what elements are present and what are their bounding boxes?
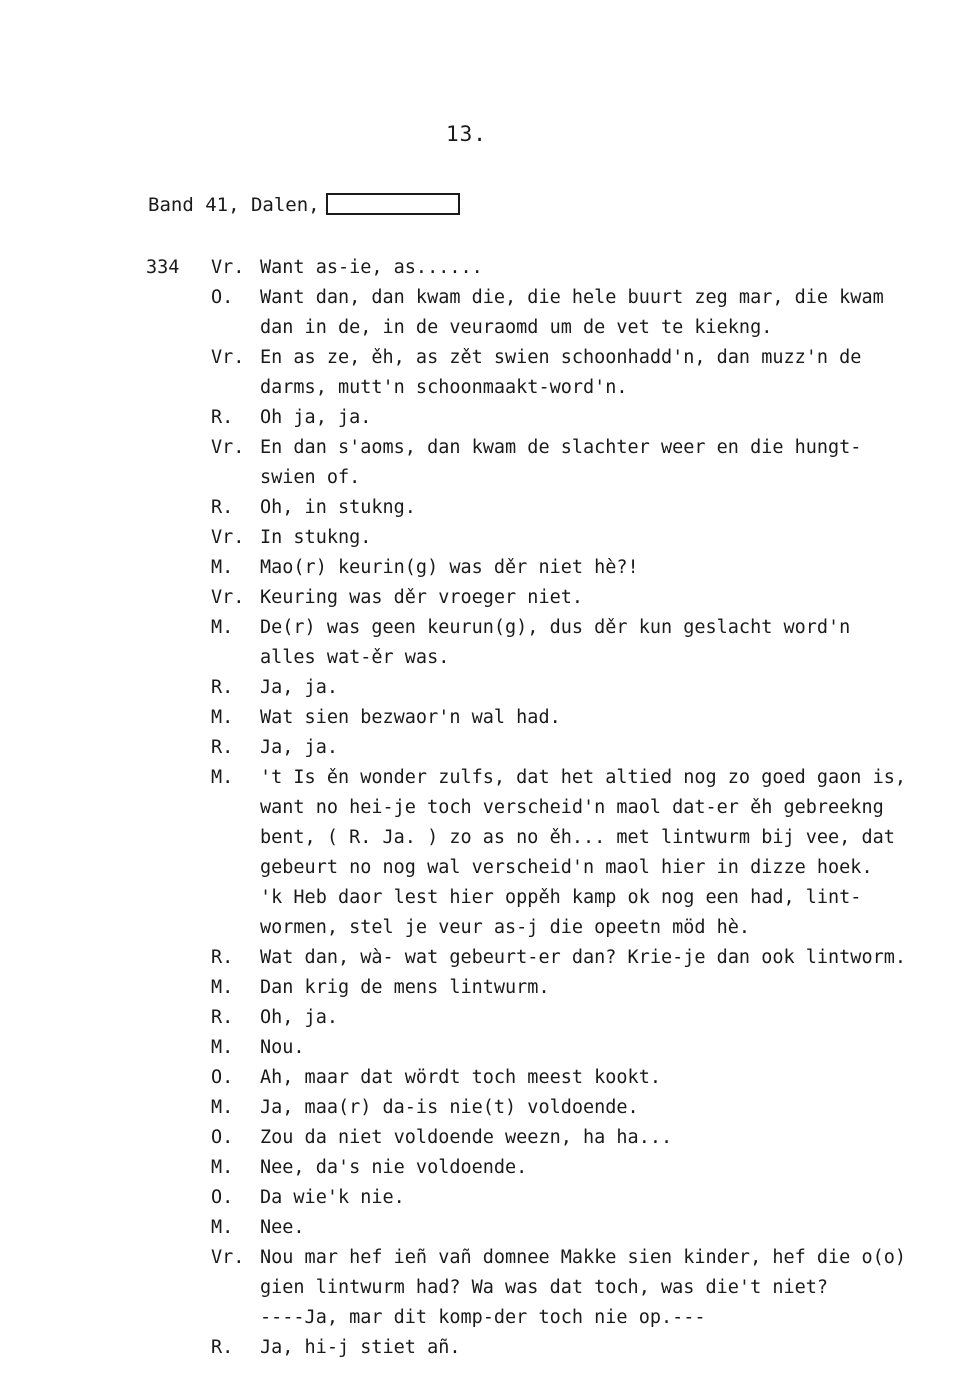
- utterance-text: Want as-ie, as......: [260, 257, 483, 278]
- band-counter: 334: [146, 257, 180, 278]
- speaker-label: M.: [211, 557, 234, 578]
- utterance-text: Ja, ja.: [260, 737, 338, 758]
- speaker-label: M.: [211, 1217, 234, 1238]
- speaker-label: M.: [211, 1037, 234, 1058]
- document-header: [148, 193, 460, 216]
- utterance-text: Oh ja, ja.: [260, 407, 372, 428]
- utterance-text: Wat sien bezwaor'n wal had.: [260, 707, 561, 728]
- utterance-text: Ja, hi-j stiet añ.: [260, 1337, 461, 1358]
- utterance-text: De(r) was geen keurun(g), dus děr kun geslacht word'n: [260, 617, 851, 638]
- speaker-label: R.: [211, 1337, 234, 1358]
- transcript-line: [0, 793, 979, 823]
- transcript-line: [0, 973, 979, 1003]
- transcript-line: [0, 583, 979, 613]
- speaker-label: M.: [211, 767, 234, 788]
- speaker-label: M.: [211, 707, 234, 728]
- speaker-label: Vr.: [211, 257, 245, 278]
- transcript-line: [0, 1093, 979, 1123]
- utterance-text: Oh, in stukng.: [260, 497, 416, 518]
- utterance-text: want no hei-je toch verscheid'n maol dat-er ěh gebreekng: [260, 797, 884, 818]
- transcript-body: [0, 253, 979, 1363]
- transcript-line: [0, 553, 979, 583]
- utterance-text: Wat dan, wà- wat gebeurt-er dan? Krie-je dan ook lintworm.: [260, 947, 907, 968]
- transcript-line: [0, 1213, 979, 1243]
- transcript-line: [0, 313, 979, 343]
- transcript-line: [0, 733, 979, 763]
- speaker-label: M.: [211, 977, 234, 998]
- transcript-line: [0, 853, 979, 883]
- utterance-text: swien of.: [260, 467, 361, 488]
- transcript-line: [0, 253, 979, 283]
- utterance-text: Da wie'k nie.: [260, 1187, 405, 1208]
- transcript-line: [0, 643, 979, 673]
- transcript-line: [0, 1063, 979, 1093]
- speaker-label: R.: [211, 947, 234, 968]
- transcript-line: [0, 673, 979, 703]
- transcript-line: [0, 1303, 979, 1333]
- speaker-label: M.: [211, 1097, 234, 1118]
- utterance-text: dan in de, in de veuraomd um de vet te kiekng.: [260, 317, 773, 338]
- utterance-text: gien lintwurm had? Wa was dat toch, was die't niet?: [260, 1277, 829, 1298]
- speaker-label: Vr.: [211, 587, 245, 608]
- transcript-line: [0, 1123, 979, 1153]
- transcript-line: [0, 283, 979, 313]
- transcript-line: [0, 1273, 979, 1303]
- transcript-line: [0, 433, 979, 463]
- transcript-line: [0, 703, 979, 733]
- utterance-text: Keuring was děr vroeger niet.: [260, 587, 584, 608]
- speaker-label: R.: [211, 497, 234, 518]
- utterance-text: Nou.: [260, 1037, 305, 1058]
- page-number: 13.: [446, 122, 487, 146]
- transcript-line: [0, 343, 979, 373]
- transcript-line: [0, 1033, 979, 1063]
- transcript-line: [0, 463, 979, 493]
- transcript-line: [0, 1243, 979, 1273]
- utterance-text: Dan krig de mens lintwurm.: [260, 977, 550, 998]
- transcript-line: [0, 823, 979, 853]
- utterance-text: darms, mutt'n schoonmaakt-word'n.: [260, 377, 628, 398]
- speaker-label: Vr.: [211, 527, 245, 548]
- utterance-text: Mao(r) keurin(g) was děr niet hè?!: [260, 557, 639, 578]
- utterance-text: Zou da niet voldoende weezn, ha ha...: [260, 1127, 673, 1148]
- transcript-line: [0, 613, 979, 643]
- speaker-label: R.: [211, 1007, 234, 1028]
- speaker-label: R.: [211, 737, 234, 758]
- utterance-text: En dan s'aoms, dan kwam de slachter weer en die hungt-: [260, 437, 862, 458]
- transcript-line: [0, 883, 979, 913]
- utterance-text: Ah, maar dat wördt toch meest kookt.: [260, 1067, 661, 1088]
- utterance-text: Ja, ja.: [260, 677, 338, 698]
- utterance-text: gebeurt no nog wal verscheid'n maol hier in dizze hoek.: [260, 857, 873, 878]
- transcript-line: [0, 763, 979, 793]
- utterance-text: alles wat-ěr was.: [260, 647, 450, 668]
- speaker-label: R.: [211, 677, 234, 698]
- header-text: Band 41, Dalen,: [148, 194, 320, 216]
- speaker-label: O.: [211, 1187, 234, 1208]
- transcript-line: [0, 403, 979, 433]
- utterance-text: In stukng.: [260, 527, 372, 548]
- redacted-name-box: [326, 193, 460, 215]
- transcript-line: [0, 523, 979, 553]
- utterance-text: Oh, ja.: [260, 1007, 338, 1028]
- utterance-text: ----Ja, mar dit komp-der toch nie op.---: [260, 1307, 706, 1328]
- speaker-label: M.: [211, 617, 234, 638]
- utterance-text: Nee.: [260, 1217, 305, 1238]
- transcript-line: [0, 1003, 979, 1033]
- utterance-text: Ja, maa(r) da-is nie(t) voldoende.: [260, 1097, 639, 1118]
- utterance-text: bent, ( R. Ja. ) zo as no ěh... met lintwurm bij vee, dat: [260, 827, 895, 848]
- utterance-text: Want dan, dan kwam die, die hele buurt zeg mar, die kwam: [260, 287, 884, 308]
- speaker-label: Vr.: [211, 347, 245, 368]
- speaker-label: O.: [211, 1127, 234, 1148]
- speaker-label: R.: [211, 407, 234, 428]
- transcript-line: [0, 1153, 979, 1183]
- transcript-line: [0, 1333, 979, 1363]
- speaker-label: O.: [211, 1067, 234, 1088]
- transcript-line: [0, 913, 979, 943]
- speaker-label: M.: [211, 1157, 234, 1178]
- utterance-text: wormen, stel je veur as-j die opeetn möd hè.: [260, 917, 751, 938]
- utterance-text: Nou mar hef ieñ vañ domnee Makke sien kinder, hef die o(o): [260, 1247, 907, 1268]
- transcript-line: [0, 943, 979, 973]
- transcript-line: [0, 1183, 979, 1213]
- utterance-text: 't Is ěn wonder zulfs, dat het altied nog zo goed gaon is,: [260, 767, 907, 788]
- utterance-text: En as ze, ěh, as zět swien schoonhadd'n, dan muzz'n de: [260, 347, 862, 368]
- transcript-line: [0, 373, 979, 403]
- speaker-label: Vr.: [211, 437, 245, 458]
- utterance-text: Nee, da's nie voldoende.: [260, 1157, 528, 1178]
- speaker-label: O.: [211, 287, 234, 308]
- speaker-label: Vr.: [211, 1247, 245, 1268]
- utterance-text: 'k Heb daor lest hier oppěh kamp ok nog een had, lint-: [260, 887, 862, 908]
- transcript-line: [0, 493, 979, 523]
